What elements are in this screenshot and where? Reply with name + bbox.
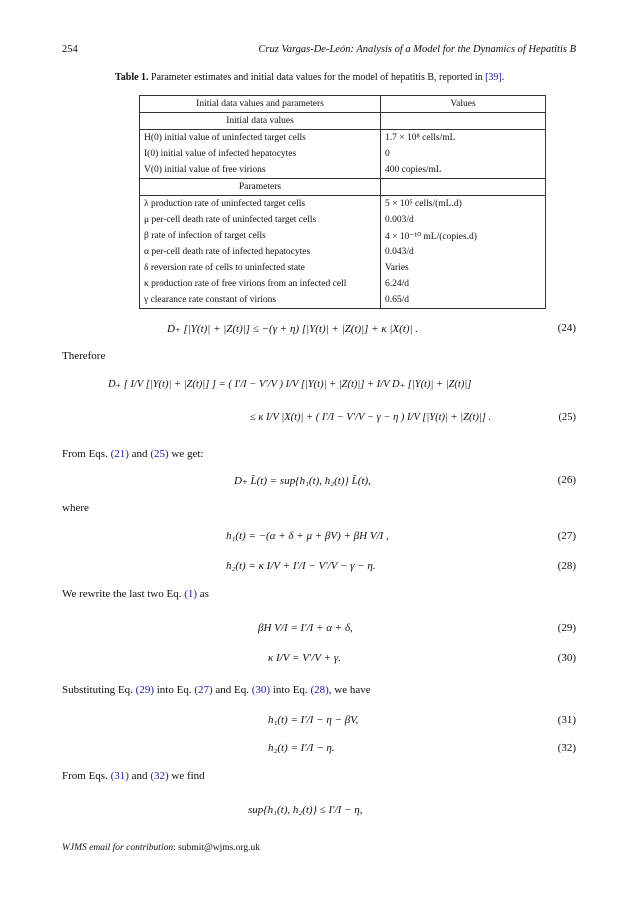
text: as: [197, 588, 209, 600]
paragraph-where: where: [62, 502, 89, 514]
section-row-parameters: [140, 179, 546, 196]
cell-value: 0.003/d: [381, 212, 546, 228]
text: Substituting Eq.: [62, 684, 136, 696]
table-row: [140, 146, 546, 162]
cell-value: 6.24/d: [381, 276, 546, 292]
section-row-initial: [140, 113, 546, 130]
cell-value: 4 × 10⁻¹⁰ mL/(copies.d): [381, 228, 546, 244]
equation-31: [62, 714, 576, 730]
table-row: [140, 244, 546, 260]
equation-text: h₁(t) = −(α + δ + μ + βV) + βH V/I ,: [226, 530, 389, 542]
paragraph-from-eqs-31-32: [62, 770, 205, 782]
table-row: [140, 260, 546, 276]
parameter-table: [139, 95, 546, 309]
cell-value: 5 × 10⁵ cells/(mL.d): [381, 196, 546, 213]
cell-param: H(0) initial value of uninfected target cells: [140, 130, 381, 147]
equation-number: (26): [557, 474, 576, 486]
cell-value: 400 copies/mL: [381, 162, 546, 179]
col-header-parameters: Initial data values and parameters: [140, 96, 381, 113]
paragraph-from-eqs-21-25: [62, 448, 203, 460]
footer-sep: :: [173, 843, 179, 853]
equation-ref-link[interactable]: (25): [150, 448, 169, 460]
cell-param: κ production rate of free virions from an infected cell: [140, 276, 381, 292]
equation-text: h₂(t) = I′/I − η.: [268, 742, 335, 754]
equation-text: h₂(t) = κ I/V + I′/I − V′/V − γ − η.: [226, 560, 376, 572]
paragraph-rewrite: [62, 588, 209, 600]
footer: [62, 843, 260, 853]
text: and: [128, 770, 151, 782]
equation-33: [62, 804, 576, 820]
table-header-row: [140, 96, 546, 113]
text: We rewrite the last two Eq.: [62, 588, 185, 600]
cell-value: 0.043/d: [381, 244, 546, 260]
cell-param: λ production rate of uninfected target cells: [140, 196, 381, 213]
equation-text: sup{h₁(t), h₂(t)} ≤ I′/I − η,: [248, 804, 363, 816]
footer-label: WJMS email for contribution: [62, 843, 174, 853]
text: we get:: [168, 448, 204, 460]
table-row: [140, 212, 546, 228]
table-caption: [115, 72, 504, 83]
running-header: [62, 44, 576, 55]
equation-24: [62, 322, 576, 338]
equation-number: (31): [557, 714, 576, 726]
equation-text: h₁(t) = I′/I − η − βV,: [268, 714, 359, 726]
equation-ref-link[interactable]: (30): [251, 684, 271, 696]
equation-ref-link[interactable]: (29): [135, 684, 154, 696]
text: and Eq.: [212, 684, 252, 696]
equation-number: (29): [557, 622, 576, 634]
table-row: [140, 292, 546, 309]
text: , we have: [328, 684, 371, 696]
cell-param: α per-cell death rate of infected hepatocytes: [140, 244, 381, 260]
text: From Eqs.: [62, 448, 111, 460]
paragraph-therefore: Therefore: [62, 350, 106, 362]
equation-30: [62, 652, 576, 668]
equation-number: (30): [557, 652, 576, 664]
equation-number: (24): [557, 322, 576, 334]
cell-param: β rate of infection of target cells: [140, 228, 381, 244]
footer-email-link[interactable]: submit@wjms.org.uk: [178, 843, 261, 853]
cell-value: Varies: [381, 260, 546, 276]
section-label-initial: Initial data values: [140, 113, 381, 130]
equation-text: D₊ [ I/V [|Y(t)| + |Z(t)|] ] = ( I′/I − V′/V ) I/V [|Y(t)| + |Z(t)|] + I/V D₊ [|Y(t)| + |Z(t)|]: [108, 379, 472, 390]
equation-26: [62, 474, 576, 490]
equation-number: (27): [557, 530, 576, 542]
cell-value: 0.65/d: [381, 292, 546, 309]
cell-param: δ reversion rate of cells to uninfected state: [140, 260, 381, 276]
equation-ref-link[interactable]: (31): [110, 770, 129, 782]
text: and: [128, 448, 151, 460]
cell-value: 0: [381, 146, 546, 162]
section-blank: [381, 179, 546, 196]
equation-text: βH V/I = I′/I + α + δ,: [258, 622, 353, 634]
equation-number: (28): [557, 560, 576, 572]
table-row: [140, 196, 546, 213]
cell-param: I(0) initial value of infected hepatocytes: [140, 146, 381, 162]
equation-28: [62, 560, 576, 576]
section-blank: [381, 113, 546, 130]
page-number: 254: [62, 44, 78, 55]
section-label-parameters: Parameters: [140, 179, 381, 196]
table-row: [140, 228, 546, 244]
cell-param: V(0) initial value of free virions: [140, 162, 381, 179]
table-row: [140, 162, 546, 179]
equation-32: [62, 742, 576, 758]
equation-text: D₊ [|Y(t)| + |Z(t)|] ≤ −(γ + η) [|Y(t)| + |Z(t)|] + κ |X(t)| .: [167, 323, 419, 335]
cell-param: γ clearance rate constant of virions: [140, 292, 381, 309]
equation-text: κ I/V = V′/V + γ.: [268, 652, 341, 664]
equation-ref-link[interactable]: (21): [110, 448, 129, 460]
running-title: Cruz Vargas-De-León: Analysis of a Model for the Dynamics of Hepatitis B: [258, 44, 576, 55]
equation-number: (32): [557, 742, 576, 754]
text: into Eq.: [153, 684, 195, 696]
cell-value: 1.7 × 10⁸ cells/mL: [381, 130, 546, 147]
caption-end: .: [501, 72, 505, 83]
table-row: [140, 130, 546, 147]
caption-text: Parameter estimates and initial data values for the model of hepatitis B, reported in: [151, 72, 486, 83]
equation-text: ≤ κ I/V |X(t)| + ( I′/I − V′/V − γ − η ) I/V [|Y(t)| + |Z(t)|] .: [250, 412, 492, 423]
paragraph-substituting: [62, 684, 371, 696]
equation-number: (25): [558, 412, 576, 423]
caption-label: Table 1.: [115, 72, 149, 83]
equation-27: [62, 530, 576, 546]
equation-ref-link[interactable]: (1): [184, 588, 198, 600]
cell-param: μ per-cell death rate of uninfected target cells: [140, 212, 381, 228]
equation-25-line2: [62, 412, 576, 430]
col-header-values: Values: [381, 96, 546, 113]
equation-ref-link[interactable]: (32): [150, 770, 169, 782]
equation-25-line1: [62, 378, 576, 396]
text: From Eqs.: [62, 770, 111, 782]
equation-text: D₊ L̃(t) = sup{h₁(t), h₂(t)} L̃(t),: [234, 475, 371, 487]
equation-ref-link[interactable]: (28): [310, 684, 329, 696]
table-row: [140, 276, 546, 292]
text: into Eq.: [270, 684, 311, 696]
text: we find: [168, 770, 205, 782]
equation-29: [62, 622, 576, 638]
citation-link[interactable]: [39]: [485, 72, 502, 83]
equation-ref-link[interactable]: (27): [194, 684, 213, 696]
